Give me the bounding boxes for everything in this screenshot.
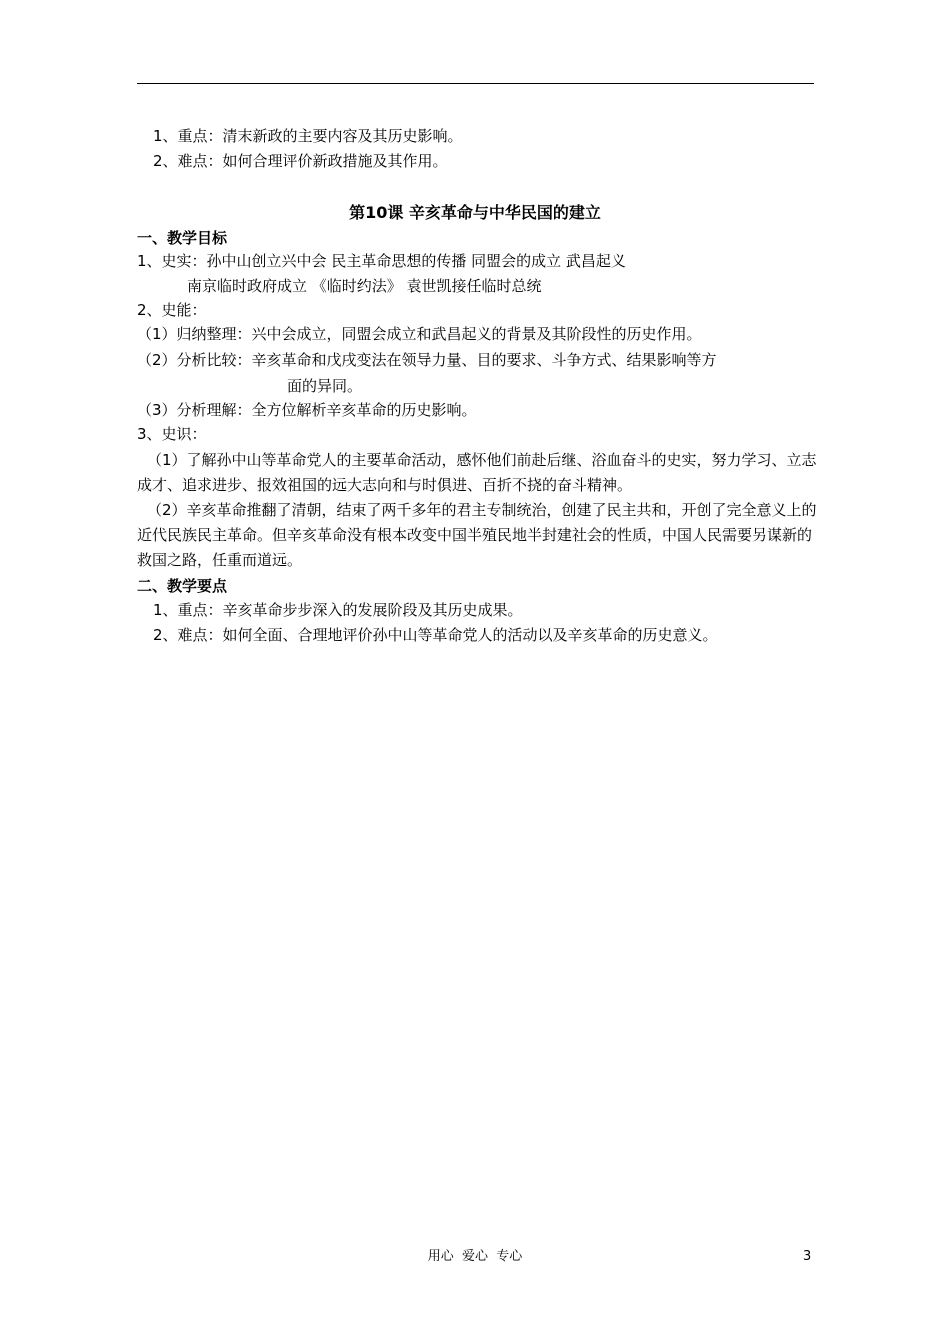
skills-heading: 2、史能：	[137, 301, 207, 319]
skill-2-line1: （2）分析比较：辛亥革命和戊戌变法在领导力量、目的要求、斗争方式、结果影响等方	[137, 351, 717, 369]
facts-line1: 1、史实：孙中山创立兴中会 民主革命思想的传播 同盟会的成立 武昌起义	[137, 252, 626, 270]
section2-heading: 二、教学要点	[137, 577, 228, 595]
facts-line2: 南京临时政府成立 《临时约法》 袁世凯接任临时总统	[187, 277, 542, 295]
skill-2-line2: 面的异同。	[287, 377, 363, 395]
knowledge-2: （2）辛亥革命推翻了清朝，结束了两千多年的君主专制统治，创建了民主共和，开创了完全意义上的近代民族民主革命。但辛亥革命没有根本改变中国半殖民地半封建社会的性质，中国人民需要另谋新的救国之路，任重而道远。	[137, 501, 817, 569]
prev-key-point: 1、重点：清末新政的主要内容及其历史影响。	[153, 127, 463, 145]
skill-1: （1）归纳整理：兴中会成立，同盟会成立和武昌起义的背景及其阶段性的历史作用。	[137, 325, 702, 343]
footer-motto: 用心 爱心 专心	[427, 1249, 523, 1264]
lesson-title: 第10课 辛亥革命与中华民国的建立	[349, 203, 601, 222]
prev-difficulty: 2、难点：如何合理评价新政措施及其作用。	[153, 152, 448, 170]
knowledge-heading: 3、史识：	[137, 425, 207, 443]
lesson-key-point: 1、重点：辛亥革命步步深入的发展阶段及其历史成果。	[153, 601, 523, 619]
header-rule	[137, 83, 814, 84]
lesson-difficulty: 2、难点：如何全面、合理地评价孙中山等革命党人的活动以及辛亥革命的历史意义。	[153, 626, 718, 644]
page-number: 3	[803, 1249, 812, 1264]
knowledge-1: （1）了解孙中山等革命党人的主要革命活动，感怀他们前赴后继、浴血奋斗的史实，努力学习、立志成才、追求进步、报效祖国的远大志向和与时俱进、百折不挠的奋斗精神。	[137, 451, 817, 494]
skill-3: （3）分析理解：全方位解析辛亥革命的历史影响。	[137, 401, 477, 419]
section1-heading: 一、教学目标	[137, 229, 228, 247]
